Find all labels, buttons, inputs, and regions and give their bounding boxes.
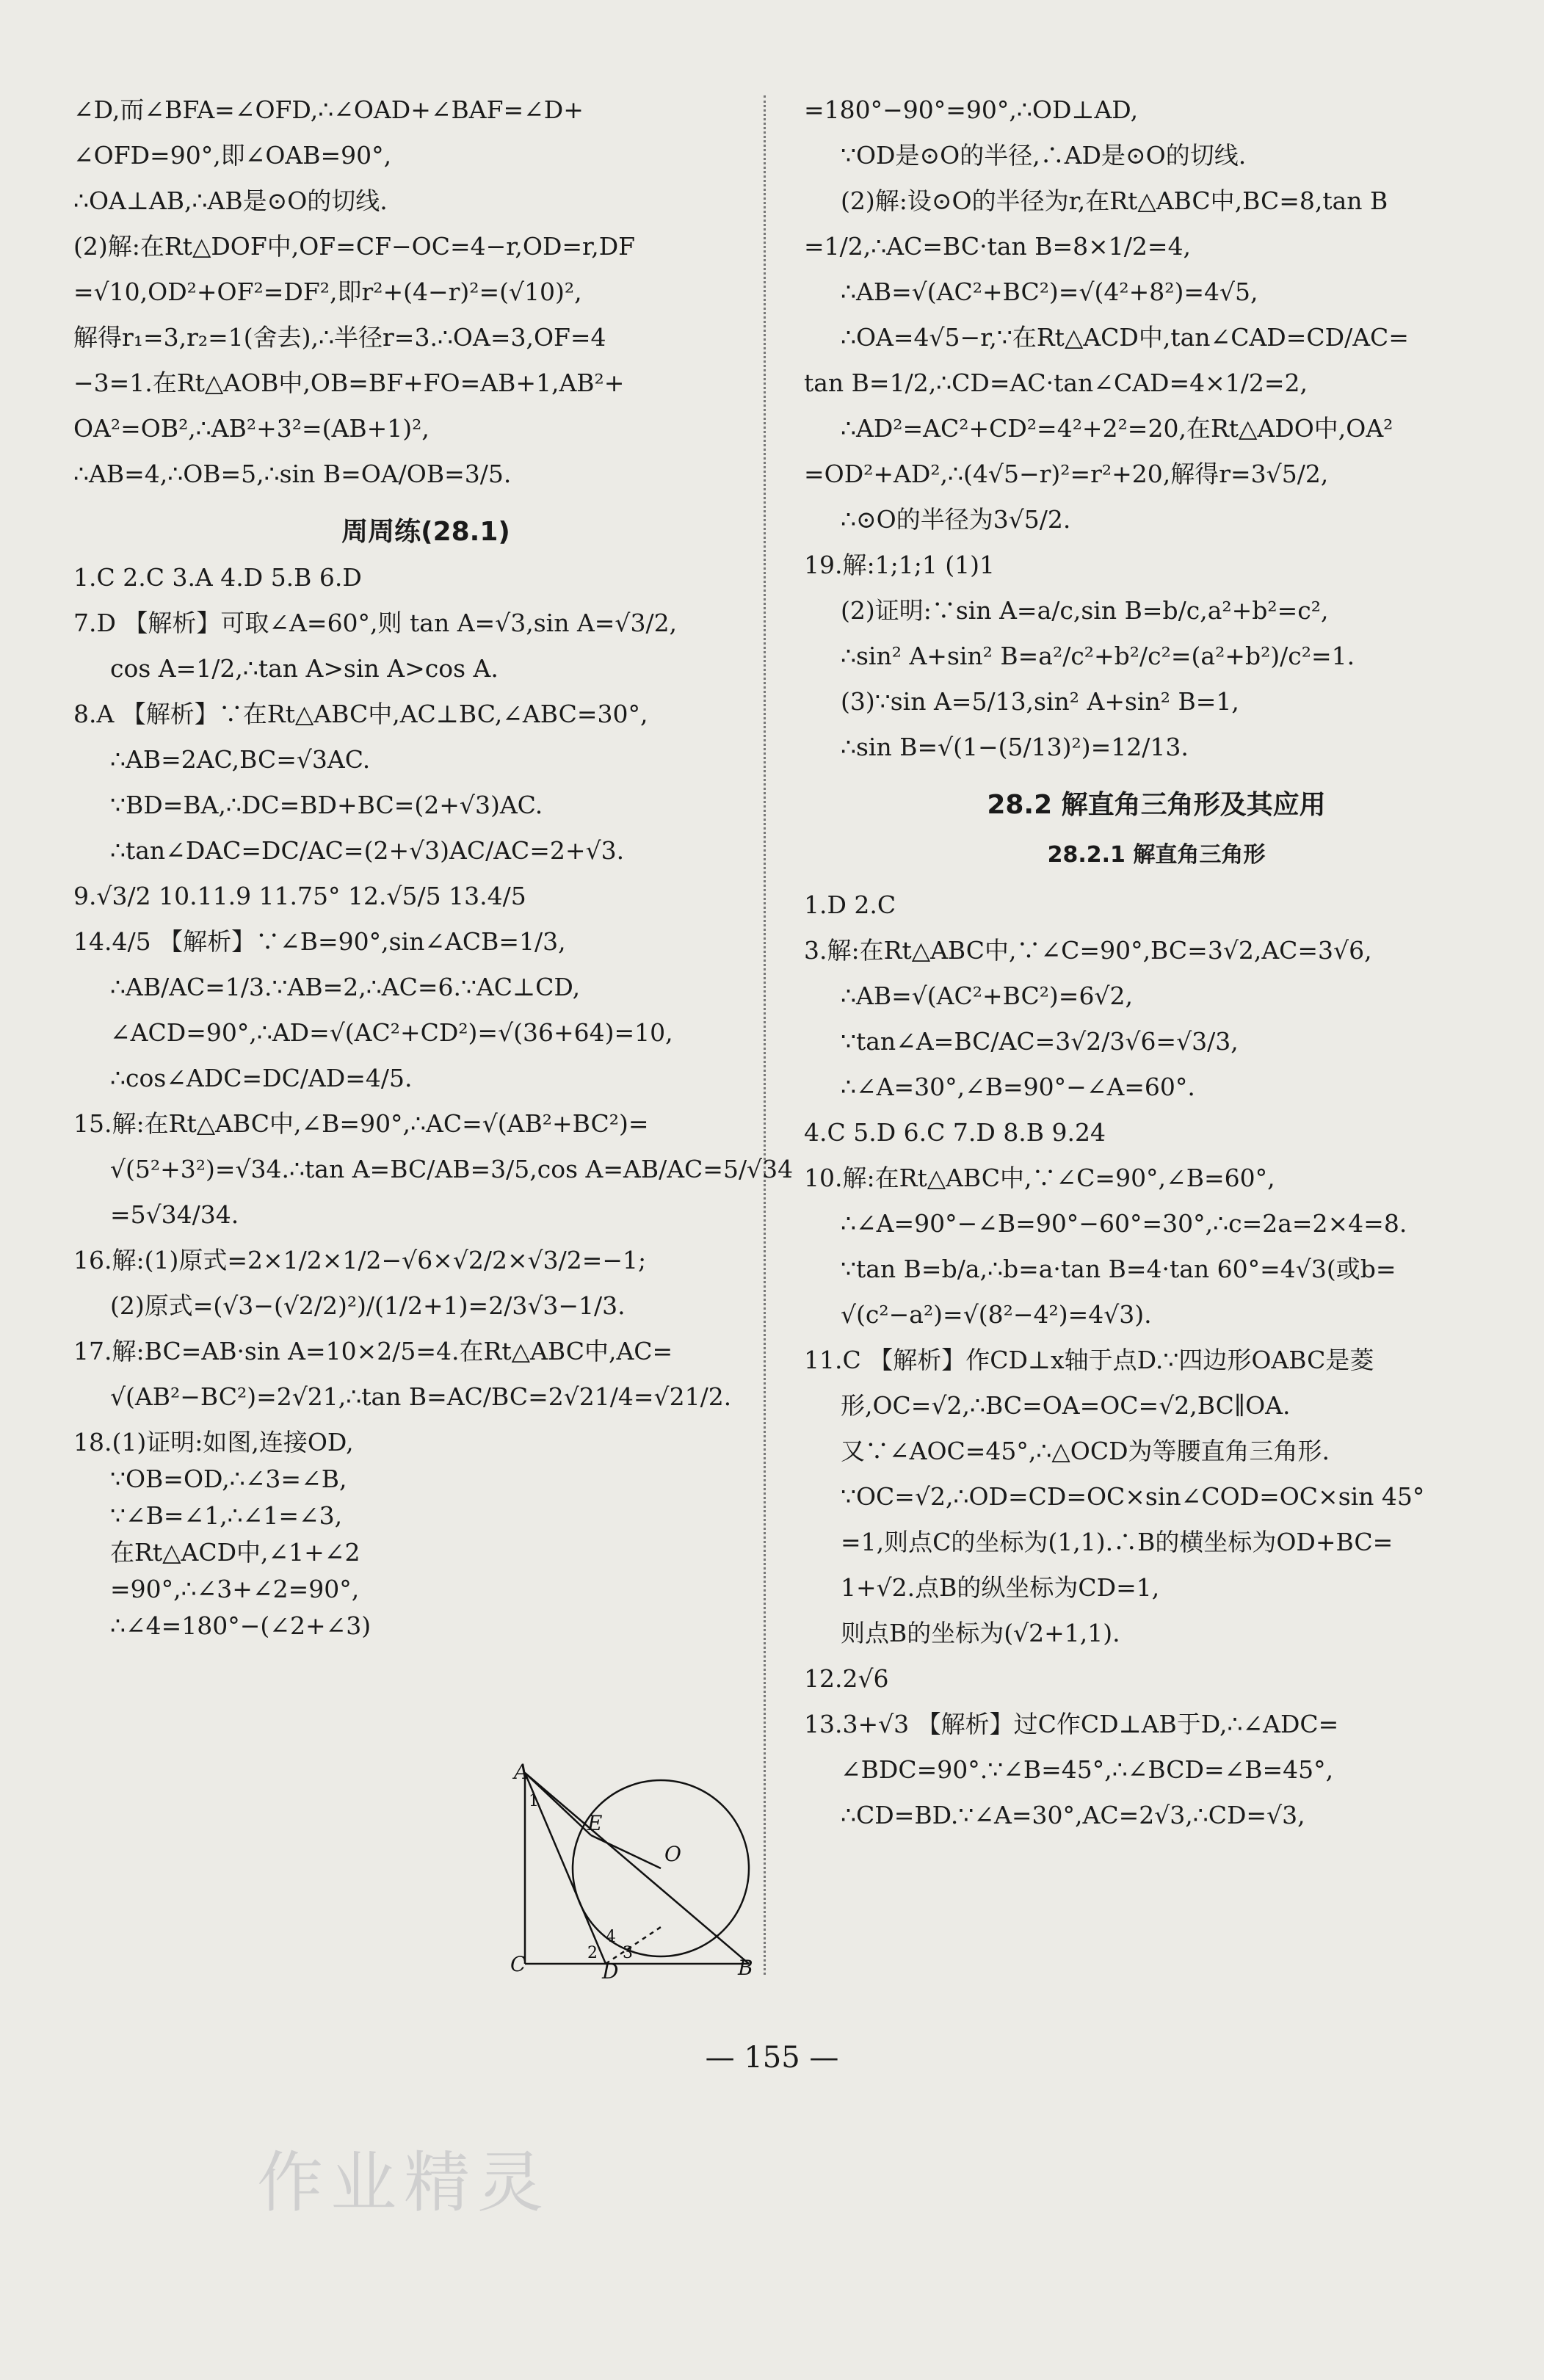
text-line: ∴cos∠ADC=DC/AD=4/5. (110, 1064, 413, 1092)
text-line: ∠BDC=90°.∵∠B=45°,∴∠BCD=∠B=45°, (841, 1755, 1334, 1784)
text-line: ∵OD是⊙O的半径,∴AD是⊙O的切线. (841, 141, 1247, 170)
text-line: ∠D,而∠BFA=∠OFD,∴∠OAD+∠BAF=∠D+ (73, 95, 584, 124)
text-line: ∠OFD=90°,即∠OAB=90°, (73, 141, 392, 170)
text-line: 则点B的坐标为(√2+1,1). (841, 1619, 1120, 1647)
text-line: ∴AB=√(AC²+BC²)=6√2, (841, 982, 1133, 1010)
text-line: ∴OA⊥AB,∴AB是⊙O的切线. (73, 186, 388, 215)
text-line: ∴OA=4√5−r,∵在Rt△ACD中,tan∠CAD=CD/AC= (841, 323, 1409, 352)
text-line: 4.C 5.D 6.C 7.D 8.B 9.24 (804, 1118, 1106, 1147)
text-line: OA²=OB²,∴AB²+3²=(AB+1)², (73, 414, 430, 443)
text-line: √(5²+3²)=√34.∴tan A=BC/AB=3/5,cos A=AB/AC=5/√34 (110, 1155, 794, 1183)
text-line: 13.3+√3 【解析】过C作CD⊥AB于D,∴∠ADC= (804, 1710, 1339, 1738)
text-line: ∴AB=4,∴OB=5,∴sin B=OA/OB=3/5. (73, 460, 512, 488)
text-line: ∴∠4=180°−(∠2+∠3) (110, 1611, 371, 1640)
text-line: 19.解:1;1;1 (1)1 (804, 551, 996, 579)
label-E: E (587, 1811, 603, 1835)
text-line: 16.解:(1)原式=2×1/2×1/2−√6×√2/2×√3/2=−1; (73, 1246, 647, 1274)
angle-2: 2 (587, 1944, 598, 1962)
text-line: =90°,∴∠3+∠2=90°, (110, 1575, 360, 1603)
text-line: 9.√3/2 10.11.9 11.75° 12.√5/5 13.4/5 (73, 882, 526, 910)
text-line: ∴sin² A+sin² B=a²/c²+b²/c²=(a²+b²)/c²=1. (841, 642, 1355, 670)
geometry-figure (510, 1760, 756, 1984)
text-line: ∴AB=√(AC²+BC²)=√(4²+8²)=4√5, (841, 277, 1258, 306)
text-line: (2)原式=(√3−(√2/2)²)/(1/2+1)=2/3√3−1/3. (110, 1291, 626, 1320)
text-line: −3=1.在Rt△AOB中,OB=BF+FO=AB+1,AB²+ (73, 369, 625, 397)
text-line: ∴AB/AC=1/3.∵AB=2,∴AC=6.∵AC⊥CD, (110, 973, 581, 1001)
left-column (73, 95, 794, 1648)
text-line: 14.4/5 【解析】∵∠B=90°,sin∠ACB=1/3, (73, 927, 566, 956)
text-line: 10.解:在Rt△ABC中,∵∠C=90°,∠B=60°, (804, 1164, 1275, 1192)
angle-3: 3 (623, 1944, 633, 1962)
text-line: √(AB²−BC²)=2√21,∴tan B=AC/BC=2√21/4=√21/2. (110, 1382, 732, 1411)
label-D: D (602, 1959, 619, 1984)
text-line: ∵OB=OD,∴∠3=∠B, (110, 1465, 347, 1493)
text-line: (2)解:设⊙O的半径为r,在Rt△ABC中,BC=8,tan B (841, 186, 1388, 215)
text-line: ∵tan∠A=BC/AC=3√2/3√6=√3/3, (841, 1027, 1239, 1056)
text-line: ∵∠B=∠1,∴∠1=∠3, (110, 1501, 343, 1530)
text-line: ∴∠A=90°−∠B=90°−60°=30°,∴c=2a=2×4=8. (841, 1209, 1407, 1238)
text-line: =OD²+AD²,∴(4√5−r)²=r²+20,解得r=3√5/2, (804, 460, 1329, 488)
angle-1: 1 (529, 1792, 539, 1810)
text-line: ∴sin B=√(1−(5/13)²)=12/13. (841, 733, 1189, 761)
watermark: 作业精灵 (257, 2144, 551, 2221)
label-C: C (510, 1952, 526, 1976)
text-line: ∵OC=√2,∴OD=CD=OC×sin∠COD=OC×sin 45° (841, 1482, 1425, 1511)
text-line: 18.(1)证明:如图,连接OD, (73, 1428, 354, 1456)
text-line: ∵tan B=b/a,∴b=a·tan B=4·tan 60°=4√3(或b= (841, 1255, 1396, 1283)
text-line: 解得r₁=3,r₂=1(舍去),∴半径r=3.∴OA=3,OF=4 (73, 323, 606, 352)
text-line: =5√34/34. (110, 1200, 239, 1229)
text-line: 8.A 【解析】∵在Rt△ABC中,AC⊥BC,∠ABC=30°, (73, 700, 648, 728)
text-line: 1+√2.点B的纵坐标为CD=1, (841, 1573, 1160, 1602)
text-line: 7.D 【解析】可取∠A=60°,则 tan A=√3,sin A=√3/2, (73, 609, 678, 637)
text-line: =√10,OD²+OF²=DF²,即r²+(4−r)²=(√10)², (73, 277, 582, 306)
text-line: 又∵∠AOC=45°,∴△OCD为等腰直角三角形. (841, 1437, 1330, 1465)
page-number: — 155 — (705, 2041, 839, 2075)
text-line: 形,OC=√2,∴BC=OA=OC=√2,BC∥OA. (841, 1391, 1291, 1420)
text-line: (3)∵sin A=5/13,sin² A+sin² B=1, (841, 687, 1239, 716)
text-line: =1,则点C的坐标为(1,1).∴B的横坐标为OD+BC= (841, 1528, 1393, 1556)
text-line: ∴tan∠DAC=DC/AC=(2+√3)AC/AC=2+√3. (110, 836, 625, 865)
text-line: ∴AB=2AC,BC=√3AC. (110, 745, 371, 774)
text-line: ∴AD²=AC²+CD²=4²+2²=20,在Rt△ADO中,OA² (841, 414, 1393, 443)
label-O: O (664, 1842, 681, 1866)
text-line: =180°−90°=90°,∴OD⊥AD, (804, 95, 1139, 124)
text-line: 17.解:BC=AB·sin A=10×2/5=4.在Rt△ABC中,AC= (73, 1337, 673, 1365)
section-heading: 周周练(28.1) (341, 517, 510, 547)
text-line: 1.D 2.C (804, 890, 896, 919)
text-line: 15.解:在Rt△ABC中,∠B=90°,∴AC=√(AB²+BC²)= (73, 1109, 649, 1138)
label-A: A (514, 1760, 529, 1784)
text-line: ∴CD=BD.∵∠A=30°,AC=2√3,∴CD=√3, (841, 1801, 1305, 1829)
angle-4: 4 (606, 1928, 616, 1946)
text-line: √(c²−a²)=√(8²−4²)=4√3). (841, 1300, 1152, 1329)
text-line: 3.解:在Rt△ABC中,∵∠C=90°,BC=3√2,AC=3√6, (804, 936, 1372, 965)
text-line: 12.2√6 (804, 1664, 889, 1693)
text-line: 在Rt△ACD中,∠1+∠2 (110, 1538, 360, 1567)
right-column (804, 95, 1509, 1846)
text-line: tan B=1/2,∴CD=AC·tan∠CAD=4×1/2=2, (804, 369, 1308, 397)
text-line: (2)解:在Rt△DOF中,OF=CF−OC=4−r,OD=r,DF (73, 232, 636, 261)
text-line: ∴∠A=30°,∠B=90°−∠A=60°. (841, 1073, 1195, 1101)
text-line: ∠ACD=90°,∴AD=√(AC²+CD²)=√(36+64)=10, (110, 1018, 673, 1047)
text-line: 11.C 【解析】作CD⊥x轴于点D.∵四边形OABC是菱 (804, 1346, 1374, 1374)
text-line: ∵BD=BA,∴DC=BD+BC=(2+√3)AC. (110, 791, 543, 819)
section-heading: 28.2 解直角三角形及其应用 (987, 790, 1326, 820)
label-B: B (738, 1956, 753, 1980)
text-line: 1.C 2.C 3.A 4.D 5.B 6.D (73, 563, 362, 592)
text-line: =1/2,∴AC=BC·tan B=8×1/2=4, (804, 232, 1192, 261)
text-line: ∴⊙O的半径为3√5/2. (841, 505, 1071, 534)
subsection-heading: 28.2.1 解直角三角形 (1047, 842, 1266, 868)
text-line: (2)证明:∵sin A=a/c,sin B=b/c,a²+b²=c², (841, 596, 1329, 625)
text-line: cos A=1/2,∴tan A>sin A>cos A. (110, 654, 499, 683)
